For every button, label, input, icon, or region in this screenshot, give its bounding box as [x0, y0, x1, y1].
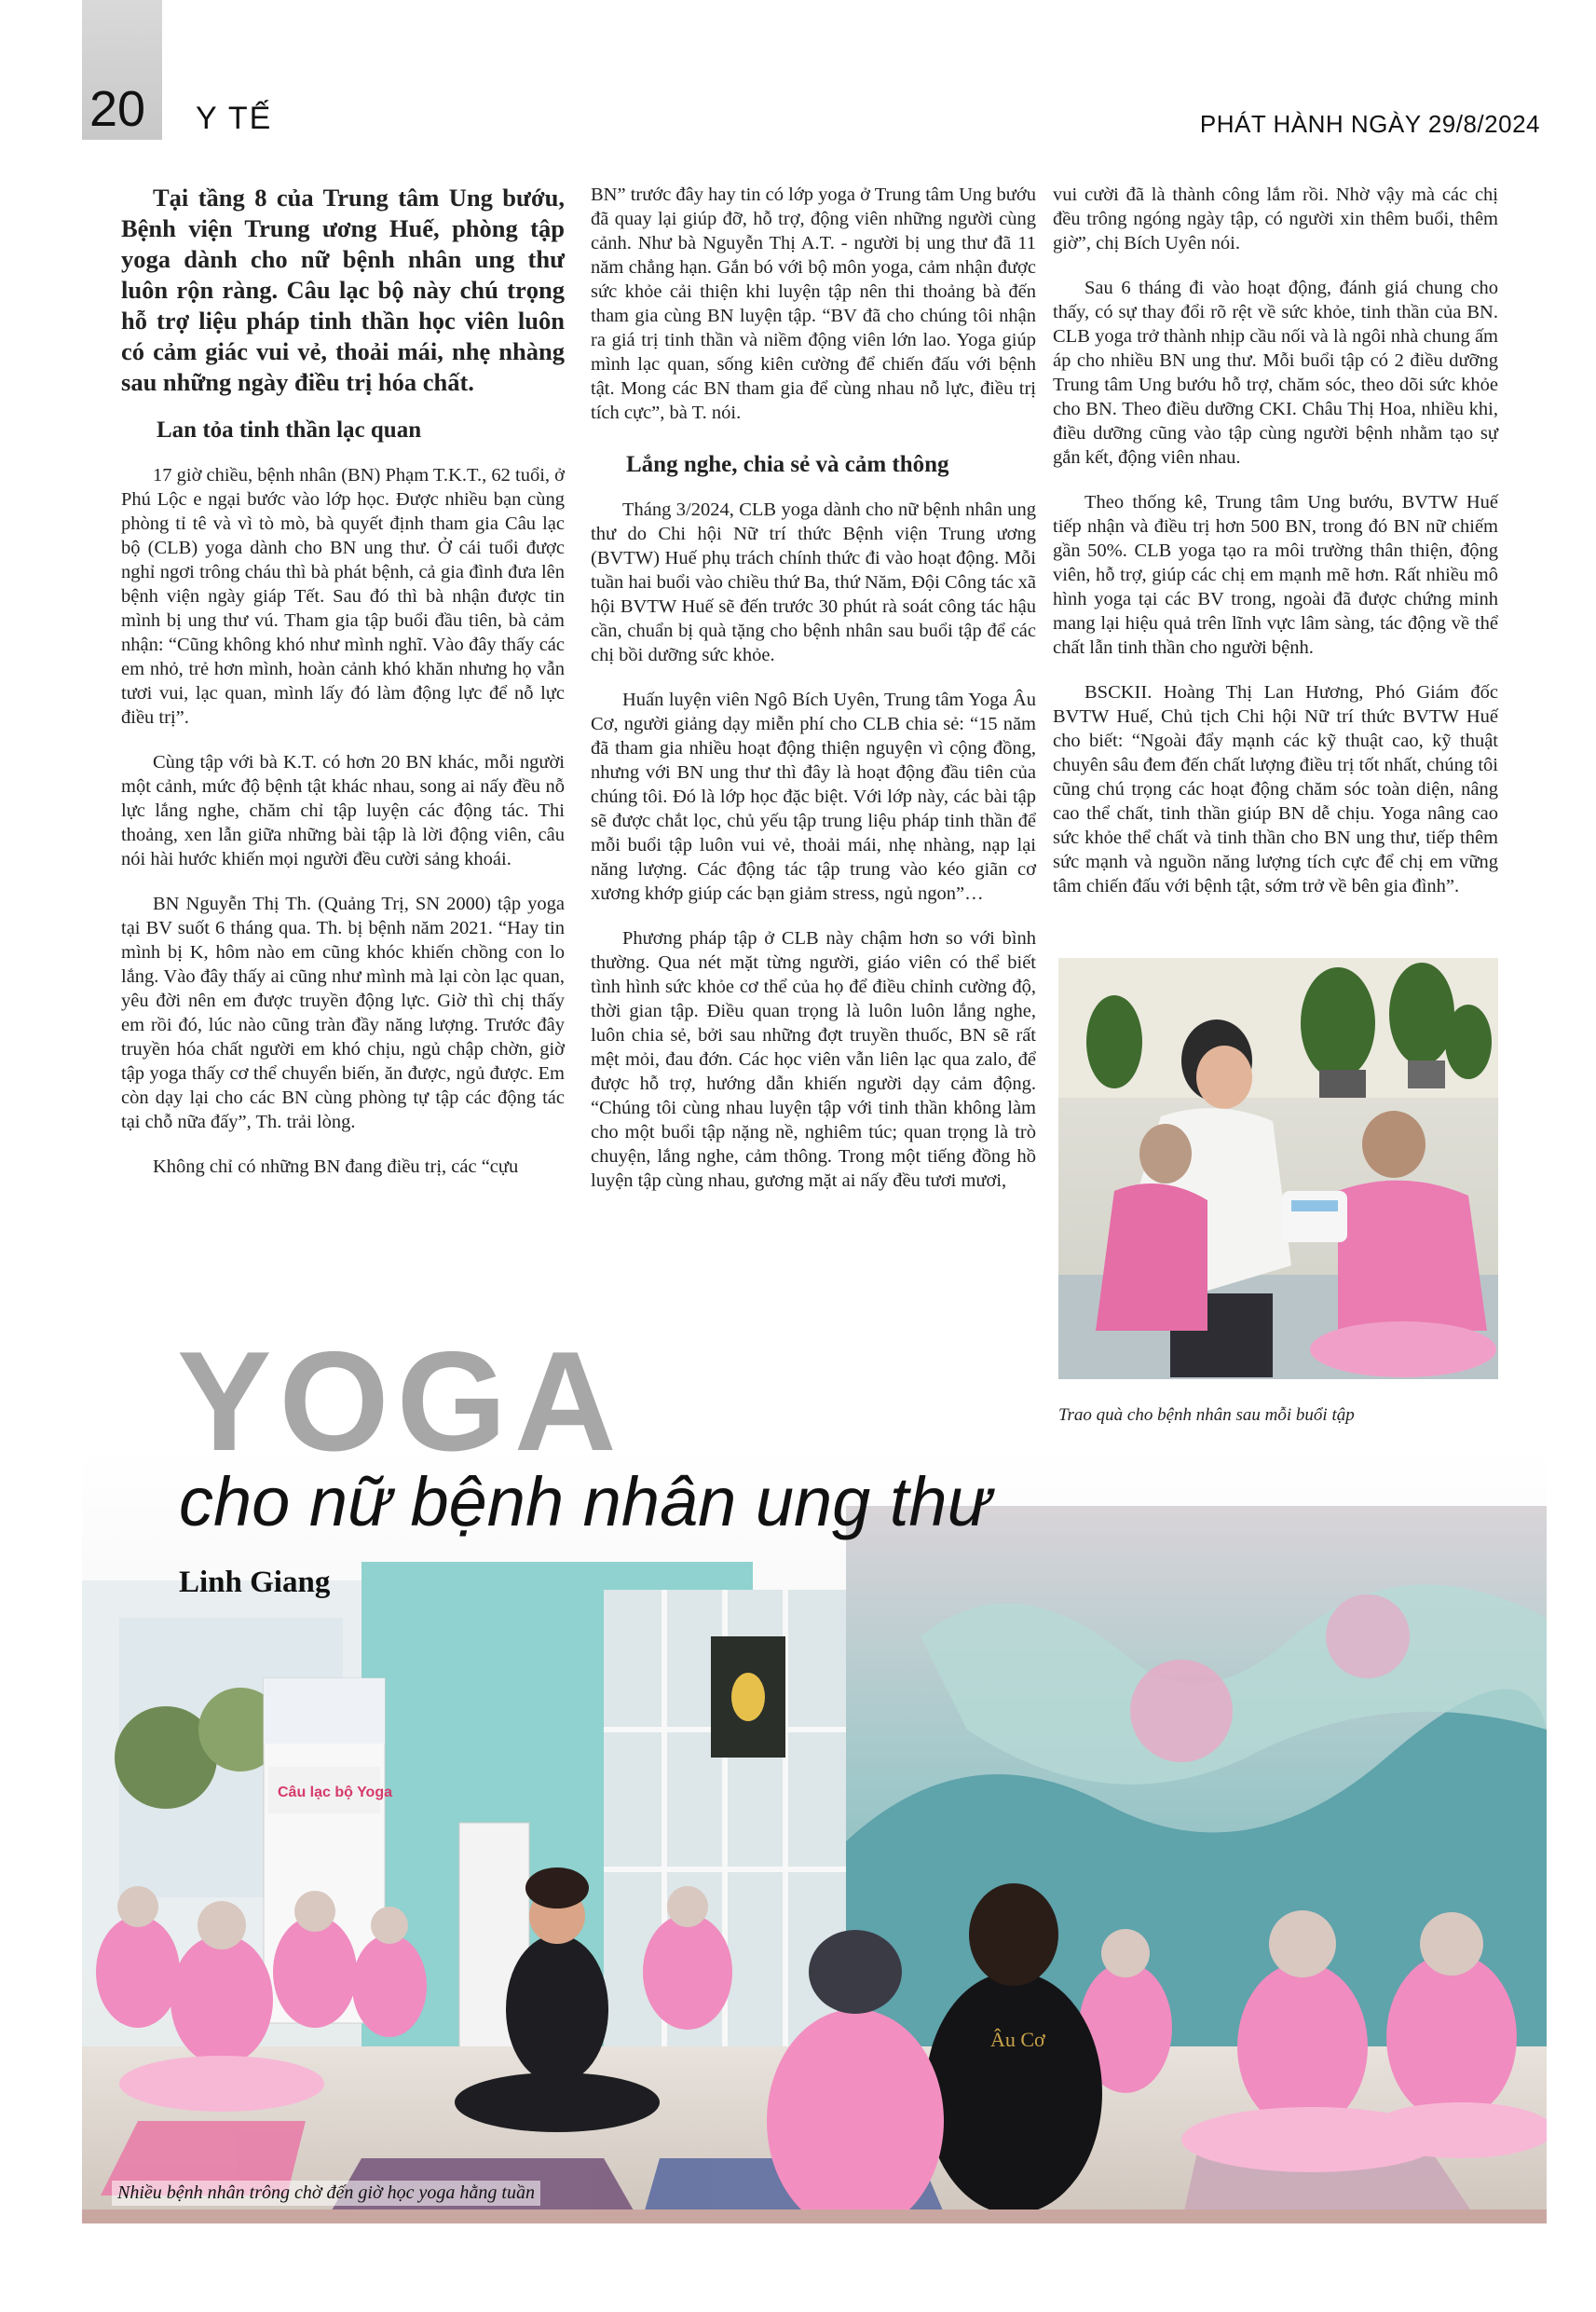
page-number: 20 [89, 81, 146, 137]
paragraph: Huấn luyện viên Ngô Bích Uyên, Trung tâm Yoga Âu Cơ, người giảng dạy miễn phí cho CLB chia sẻ: “15 năm đã tham gia nhiều hoạt động thiện nguyện vì cộng đồng, nhưng với BN ung thư thì đây là hoạt động đầu tiên của chúng tôi. Đó là lớp học đặc biệt. Với lớp này, các bài tập sẽ được chắt lọc, chủ yếu tập trung liệu pháp tinh thần để mỗi buổi tập luôn vui vẻ, thoải mái, nhẹ nhàng, nạp lại năng lượng. Các động tác tập trung vào kéo giãn cơ xương khớp giúp các bạn giảm stress, ngủ ngon”… [591, 690, 1036, 904]
paragraph: Theo thống kê, Trung tâm Ung bướu, BVTW Huế tiếp nhận và điều trị hơn 500 BN, trong đó BN nữ chiếm gần 50%. CLB yoga tạo ra môi trường thân thiện, động viên, hỗ trợ, giúp các chị em mạnh mẽ hơn. Rất nhiều mô hình yoga tại các BV trong, ngoài đã được chứng minh mang lại hiệu quả trên lĩnh vực lâm sàng, tác động về thể chất lẫn tinh thần cho người bệnh. [1053, 492, 1498, 658]
section-label: Y TẾ [196, 101, 273, 136]
paragraph: Tháng 3/2024, CLB yoga dành cho nữ bệnh nhân ung thư do Chi hội Nữ trí thức Bệnh viện Trung ương (BVTW) Huế phụ trách chính thức đi vào hoạt động. Mỗi tuần hai buổi vào chiều thứ Ba, thứ Năm, Đội Công tác xã hội BVTW Huế sẽ đến trước 30 phút rà soát công tác hậu cần, chuẩn bị quà tặng cho bệnh nhân sau buổi tập để các chị bồi dưỡng sức khỏe. [591, 499, 1036, 665]
column-3 [1053, 183, 1498, 919]
photo-caption-top: Trao quà cho bệnh nhân sau mỗi buổi tập [1058, 1405, 1355, 1425]
publish-date: PHÁT HÀNH NGÀY 29/8/2024 [1199, 110, 1540, 138]
article-title-main: YOGA [177, 1322, 624, 1481]
paragraph: BN” trước đây hay tin có lớp yoga ở Trung tâm Ung bướu đã quay lại giúp đỡ, hỗ trợ, động viên những người cùng cảnh. Như bà Nguyễn Thị A.T. - người bị ung thư đã 11 năm chẳng hạn. Gắn bó với bộ môn yoga, cảm nhận được sức khỏe cải thiện khi luyện tập nên thi thoảng bà đến tham gia cùng BN luyện tập. “BV đã cho chúng tôi nhận ra giá trị tinh thần và niềm động viên lớn lao. Yoga giúp mình lạc quan, sống kiên cường để chiến đấu với bệnh tật. Mong các BN tham gia để cùng nhau nỗ lực, điều trị tích cực”, bà T. nói. [591, 185, 1036, 423]
paragraph: Cùng tập với bà K.T. có hơn 20 BN khác, mỗi người một cảnh, mức độ bệnh tật khác nhau, song ai nấy đều nỗ lực lắng nghe, chăm chỉ tập luyện các động tác. Thi thoảng, xen lẫn giữa những bài tập là lời động viên, câu nói hài hước khiến mọi người đều cười sảng khoái. [121, 752, 565, 869]
author-byline: Linh Giang [179, 1566, 331, 1599]
subhead-2: Lắng nghe, chia sẻ và cảm thông [626, 452, 949, 477]
paragraph: 17 giờ chiều, bệnh nhân (BN) Phạm T.K.T., 62 tuổi, ở Phú Lộc e ngại bước vào lớp học. Được nhiều bạn cùng phòng tỉ tê và vì tò mò, bà quyết định tham gia Câu lạc bộ (CLB) yoga dành cho BN ung thư. Ở cái tuổi được nghỉ ngơi trông cháu thì bà phát bệnh, cả gia đình đưa lên bệnh viện ngày giáp Tết. Sau đó thì bà nhận được tin mình bị ung thư vú. Tham gia tập buổi đầu tiên, bà cảm nhận: “Cũng không khó như mình nghĩ. Vào đây thấy các em nhỏ, trẻ hơn mình, hoàn cảnh khó khăn nhưng họ vẫn tươi vui, lạc quan, mình lấy đó làm động lực để nỗ lực điều trị”. [121, 465, 565, 728]
column-1 [121, 183, 565, 1199]
shirt-brand: Âu Cơ [990, 2028, 1045, 2051]
paragraph: BSCKII. Hoàng Thị Lan Hương, Phó Giám đốc BVTW Huế, Chủ tịch Chi hội Nữ trí thức BVTW Huế cho biết: “Ngoài đẩy mạnh các kỹ thuật cao, kỹ thuật chuyên sâu đem đến chất lượng điều trị tốt nhất, chúng tôi cũng chú trọng các hoạt động chăm sóc toàn diện, nâng cao thể chất, tinh thần giúp BN dễ chịu. Yoga nâng cao sức khỏe thể chất và tinh thần cho BN ung thư, tiếp thêm sức mạnh và nguồn năng lượng tích cực để chị em vững tâm chiến đấu với bệnh tật, sớm trở về bên gia đình”. [1053, 682, 1498, 896]
paragraph: Không chỉ có những BN đang điều trị, các “cựu [153, 1156, 519, 1177]
banner-title: Câu lạc bộ Yoga [278, 1785, 392, 1800]
paragraph: Phương pháp tập ở CLB này chậm hơn so với bình thường. Qua nét mặt từng người, giáo viên có thể biết tình hình sức khỏe cơ thể của họ để điều chỉnh cường độ, thời gian tập. Điều quan trọng là luôn luôn lắng nghe, luôn chia sẻ, bởi sau những đợt truyền thuốc, BN sẽ rất mệt mỏi, đau đớn. Các học viên vẫn liên lạc qua zalo, để được hỗ trợ, hướng dẫn khiến người dạy cảm động. “Chúng tôi cùng nhau luyện tập với tinh thần không làm cho một buổi tập nặng nề, nghiêm túc; quan trọng là trò chuyện, lắng nghe, cảm thông. Trong một tiếng đồng hồ luyện tập cùng nhau, gương mặt ai nấy đều tươi mươi, [591, 928, 1036, 1191]
paragraph: vui cười đã là thành công lắm rồi. Nhờ vậy mà các chị đều trông ngóng ngày tập, có người xin thêm buổi, thêm giờ”, chị Bích Uyên nói. [1053, 185, 1498, 253]
photo-gift-giving [1058, 958, 1498, 1379]
paragraph: Sau 6 tháng đi vào hoạt động, đánh giá chung cho thấy, có sự thay đổi rõ rệt về sức khỏe, tinh thần của BN. CLB yoga trở thành nhịp cầu nối và là ngôi nhà chung ấm áp cho nhiều BN ung thư. Mỗi buổi tập có 2 điều dưỡng Trung tâm Ung bướu hỗ trợ, chăm sóc, theo dõi sức khỏe cho BN. Theo điều dưỡng CKI. Châu Thị Hoa, nhiều khi, điều dưỡng cũng vào tập cùng người bệnh nhằm tạo sự gắn kết, động viên nhau. [1053, 278, 1498, 468]
column-2 [591, 183, 1036, 1213]
photo-caption-main: Nhiều bệnh nhân trông chờ đến giờ học yoga hằng tuần [112, 2181, 540, 2206]
subhead-1: Lan tỏa tinh thần lạc quan [157, 417, 422, 443]
article-lede: Tại tầng 8 của Trung tâm Ung bướu, Bệnh viện Trung ương Huế, phòng tập yoga dành cho nữ bệnh nhân ung thư luôn rộn ràng. Câu lạc bộ này chú trọng hỗ trợ liệu pháp tinh thần học viên luôn có cảm giác vui vẻ, thoải mái, nhẹ nhàng sau những ngày điều trị hóa chất. [121, 184, 565, 396]
paragraph: BN Nguyễn Thị Th. (Quảng Trị, SN 2000) tập yoga tại BV suốt 6 tháng qua. Th. bị bệnh năm 2021. “Hay tin mình bị K, hôm nào em cũng khóc khiến chồng con lo lắng. Vào đây thấy ai cũng như mình mà lại còn lạc quan, yêu đời nên em được truyền động lực. Giờ thì chị thấy em rồi đó, lúc nào cũng tràn đầy năng lượng. Trước đây truyền hóa chất người em khó chịu, ngủ chập chờn, giờ tập yoga thấy cơ thể chuyển biến, ăn được, ngủ được. Em còn dạy lại cho các BN cùng phòng tự tập các động tác tại chỗ nữa đấy”, Th. trải lòng. [121, 894, 565, 1132]
article-title-sub: cho nữ bệnh nhân ung thư [179, 1463, 991, 1540]
